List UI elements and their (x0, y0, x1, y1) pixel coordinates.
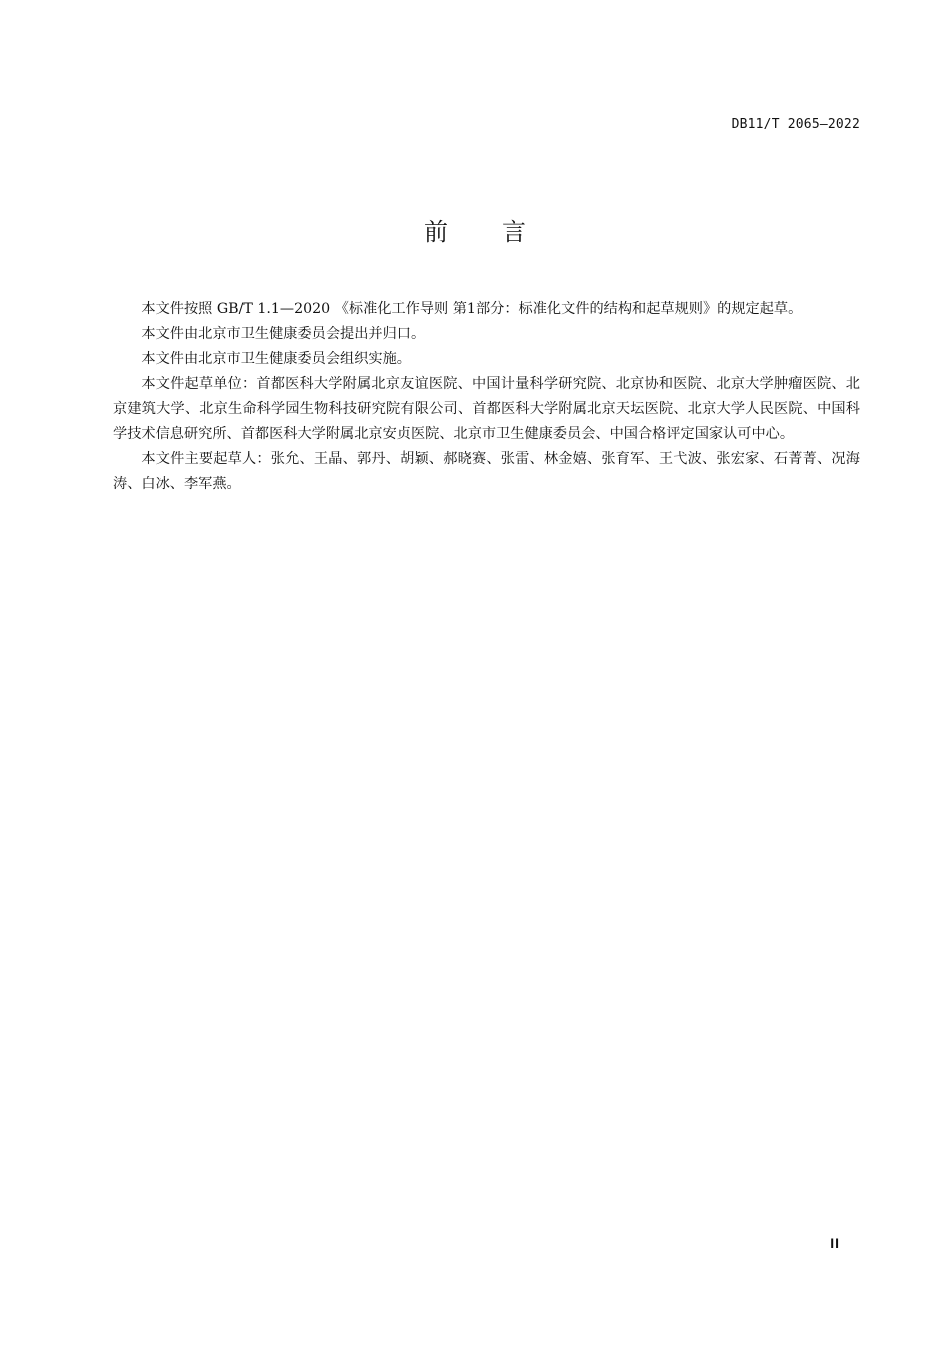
paragraph-proposer: 本文件由北京市卫生健康委员会提出并归口。 (141, 326, 426, 342)
foreword-body (113, 297, 860, 497)
paragraph-implementer: 本文件由北京市卫生健康委员会组织实施。 (141, 351, 411, 367)
paragraph-drafters: 本文件主要起草人：张允、王晶、郭丹、胡颖、郝晓赛、张雷、林金嬉、张育军、王弋波、张宏家、石菁菁、况海涛、白冰、李军燕。 (113, 451, 860, 492)
page-number: II (830, 1235, 840, 1251)
paragraph-drafting-units: 本文件起草单位：首都医科大学附属北京友谊医院、中国计量科学研究院、北京协和医院、北京大学肿瘤医院、北京建筑大学、北京生命科学园生物科技研究院有限公司、首都医科大学附属北京天坛医院、北京大学人民医院、中国科学技术信息研究所、首都医科大学附属北京安贞医院、北京市卫生健康委员会、中国合格评定国家认可中心。 (113, 376, 860, 442)
paragraph-drafting-rules: 本文件按照 GB/T 1.1—2020 《标准化工作导则 第1部分：标准化文件的结构和起草规则》的规定起草。 (141, 301, 803, 317)
document-code: DB11/T 2065—2022 (731, 117, 860, 132)
page-title: 前言 (424, 218, 580, 246)
